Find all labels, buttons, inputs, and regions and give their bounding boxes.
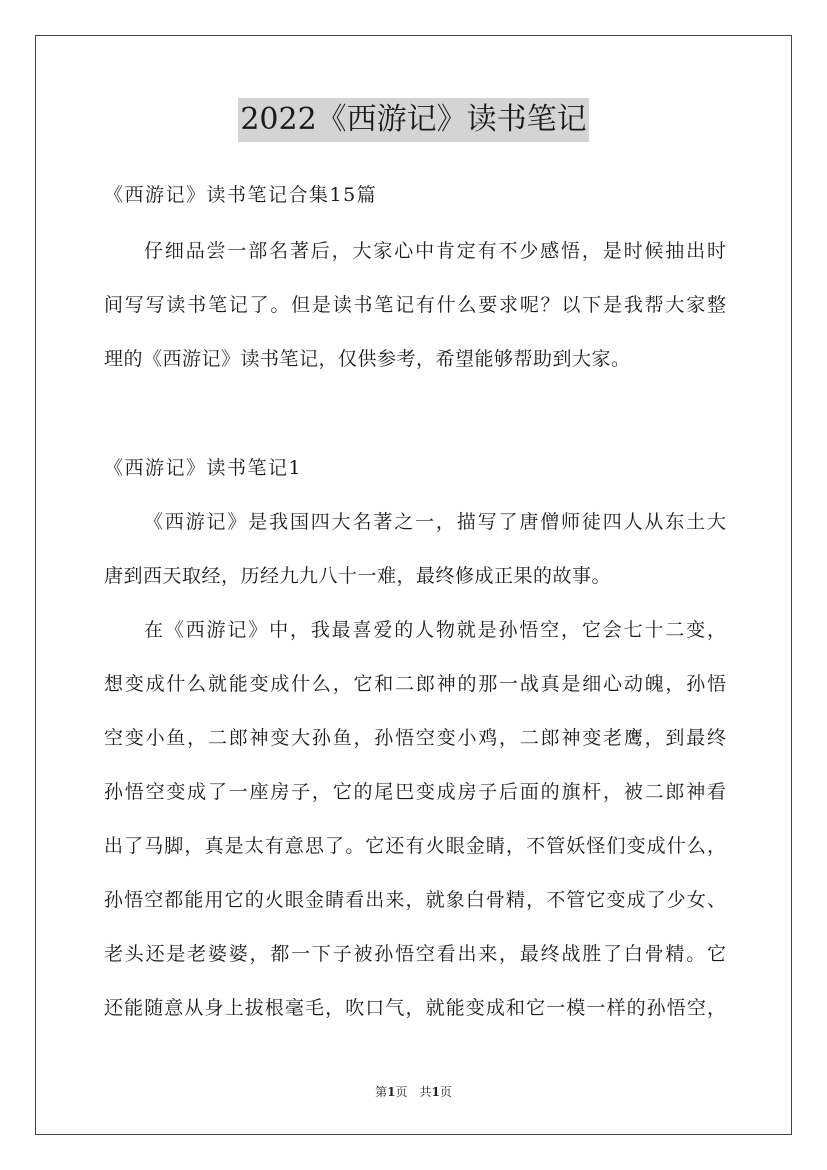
para2-line-1: 在《西游记》中，我最喜爱的人物就是孙悟空，它会七十二变， — [144, 619, 726, 641]
para1-line-1: 《西游记》是我国四大名著之一，描写了唐僧师徒四人从东土大 — [144, 511, 726, 533]
title-container — [0, 98, 827, 142]
para2-line-3: 空变小鱼，二郎神变大孙鱼，孙悟空变小鸡，二郎神变老鹰，到最终 — [104, 727, 726, 749]
footer-page-total: 1 — [431, 1085, 440, 1099]
footer-page-mid: 页 共 — [395, 1085, 432, 1099]
section-heading: 《西游记》读书笔记1 — [104, 457, 303, 479]
para1-line-2: 唐到西天取经，历经九九八十一难，最终修成正果的故事。 — [104, 565, 612, 587]
document-subtitle: 《西游记》读书笔记合集15篇 — [104, 184, 378, 206]
para2-line-5: 出了马脚，真是太有意思了。它还有火眼金睛，不管妖怪们变成什么， — [104, 835, 726, 857]
para2-line-7: 老头还是老婆婆，都一下子被孙悟空看出来，最终战胜了白骨精。它 — [104, 943, 726, 965]
intro-line-1: 仔细品尝一部名著后，大家心中肯定有不少感悟，是时候抽出时 — [144, 240, 726, 262]
intro-line-3: 理的《西游记》读书笔记，仅供参考，希望能够帮助到大家。 — [104, 348, 631, 370]
intro-line-2: 间写写读书笔记了。但是读书笔记有什么要求呢？以下是我帮大家整 — [104, 294, 726, 316]
document-title: 2022《西游记》读书笔记 — [238, 98, 588, 142]
para2-line-4: 孙悟空变成了一座房子，它的尾巴变成房子后面的旗杆，被二郎神看 — [104, 781, 726, 803]
para2-line-8: 还能随意从身上拔根毫毛，吹口气，就能变成和它一模一样的孙悟空， — [104, 997, 726, 1019]
para2-line-2: 想变成什么就能变成什么，它和二郎神的那一战真是细心动魄，孙悟 — [104, 673, 726, 695]
footer-page-prefix: 第 — [375, 1085, 388, 1099]
footer-page-suffix: 页 — [439, 1085, 452, 1099]
page-footer — [0, 1083, 827, 1100]
footer-page-current: 1 — [387, 1085, 396, 1099]
para2-line-6: 孙悟空都能用它的火眼金睛看出来，就象白骨精，不管它变成了少女、 — [104, 889, 726, 911]
